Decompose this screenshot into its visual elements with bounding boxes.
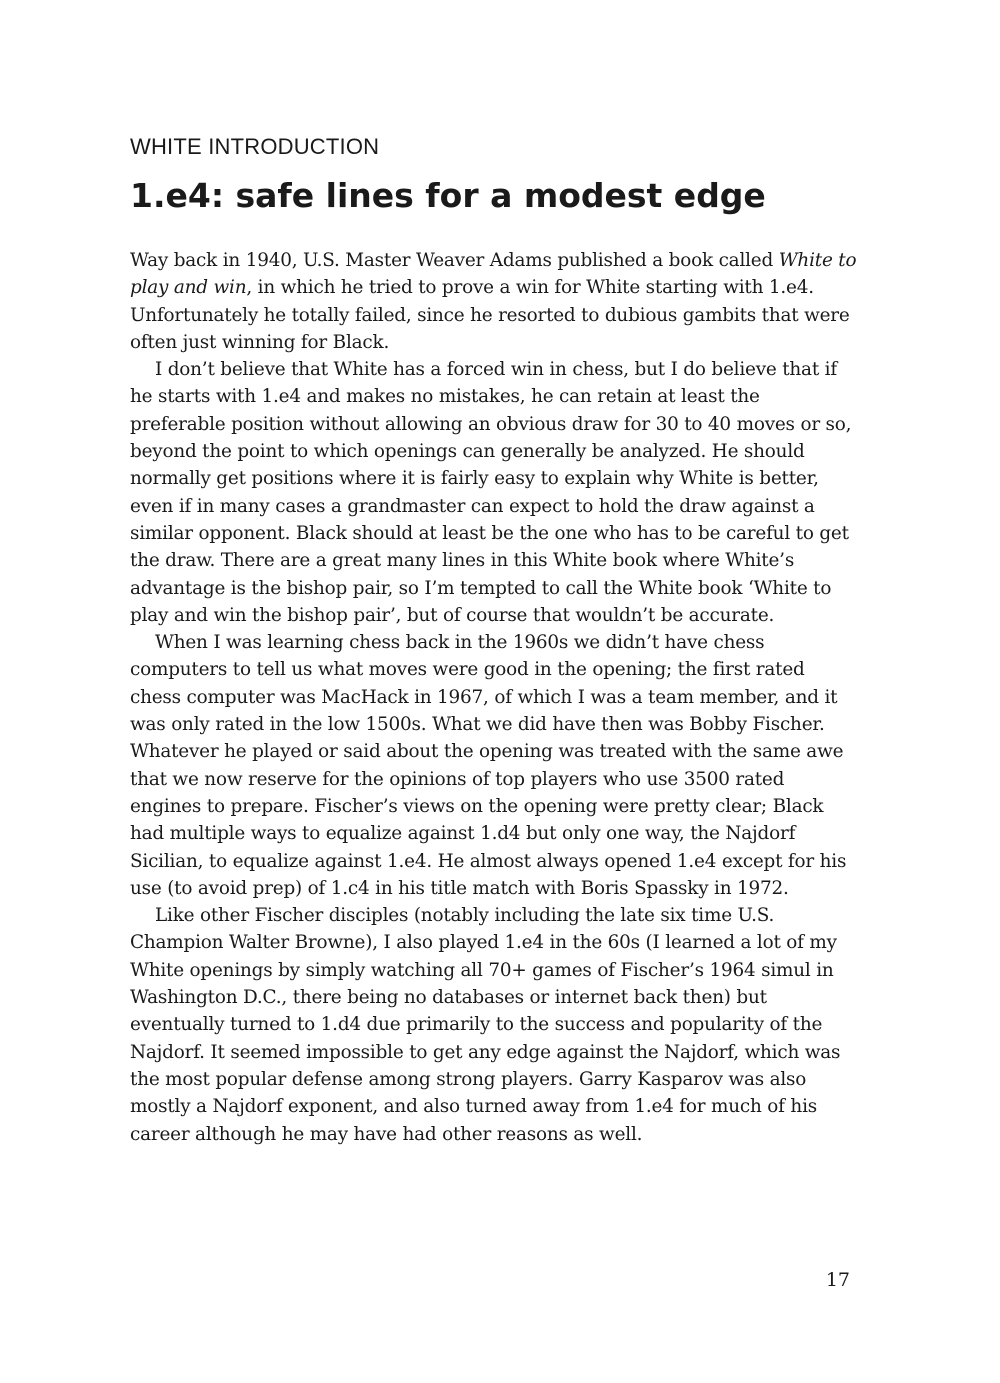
section-label: WHITE INTRODUCTION bbox=[130, 134, 380, 159]
paragraph-2: I don’t believe that White has a forced win in chess, but I do believe that if he starts with 1.e4 and makes no mistakes, he can retain at least the preferable position without allowing an obvious draw for 30 to 40 moves or so, beyond the point to which openings can generally be analyzed. He should normally get positions where it is fairly easy to explain why White is better, even if in many cases a grandmaster can expect to hold the draw against a similar opponent. Black should at least be the one who has to be careful to get the draw. There are a great many lines in this White book where White’s advantage is the bishop pair, so I’m tempted to call the White book ‘White to play and win the bishop pair’, but of course that wouldn’t be accurate. bbox=[130, 359, 852, 626]
paragraph-4: Like other Fischer disciples (notably including the late six time U.S. Champion Walter Browne), I also played 1.e4 in the 60s (I learned a lot of my White openings by simply watching all 70+ games of Fischer’s 1964 simul in Washington D.C., there being no databases or internet back then) but eventually turned to 1.d4 due primarily to the success and popularity of the Najdorf. It seemed impossible to get any edge against the Najdorf, which was the most popular defense among strong players. Garry Kasparov was also mostly a Najdorf exponent, and also turned away from 1.e4 for much of his career although he may have had other reasons as well. bbox=[130, 905, 841, 1145]
body-text bbox=[130, 247, 860, 1148]
page-number: 17 bbox=[825, 1269, 850, 1291]
paragraph-1-text-b: , in which he tried to prove a win for White starting with 1.e4. Unfortunately he totally failed, since he resorted to dubious gambits that were often just winning for Black. bbox=[130, 277, 850, 353]
paragraph-1-text-a: Way back in 1940, U.S. Master Weaver Adams published a book called bbox=[130, 250, 779, 271]
paragraph-1 bbox=[130, 247, 860, 356]
paragraph-3: When I was learning chess back in the 1960s we didn’t have chess computers to tell us what moves were good in the opening; the first rated chess computer was MacHack in 1967, of which I was a team member, and it was only rated in the low 1500s. What we did have then was Bobby Fischer. Whatever he played or said about the opening was treated with the same awe that we now reserve for the opinions of top players who use 3500 rated engines to prepare. Fischer’s views on the opening were pretty clear; Black had multiple ways to equalize against 1.d4 but only one way, the Najdorf Sicilian, to equalize against 1.e4. He almost always opened 1.e4 except for his use (to avoid prep) of 1.c4 in his title match with Boris Spassky in 1972. bbox=[130, 632, 847, 899]
book-page bbox=[130, 0, 860, 1383]
book-title-italic: White to play and win bbox=[130, 250, 857, 299]
chapter-title: 1.e4: safe lines for a modest edge bbox=[130, 176, 766, 215]
